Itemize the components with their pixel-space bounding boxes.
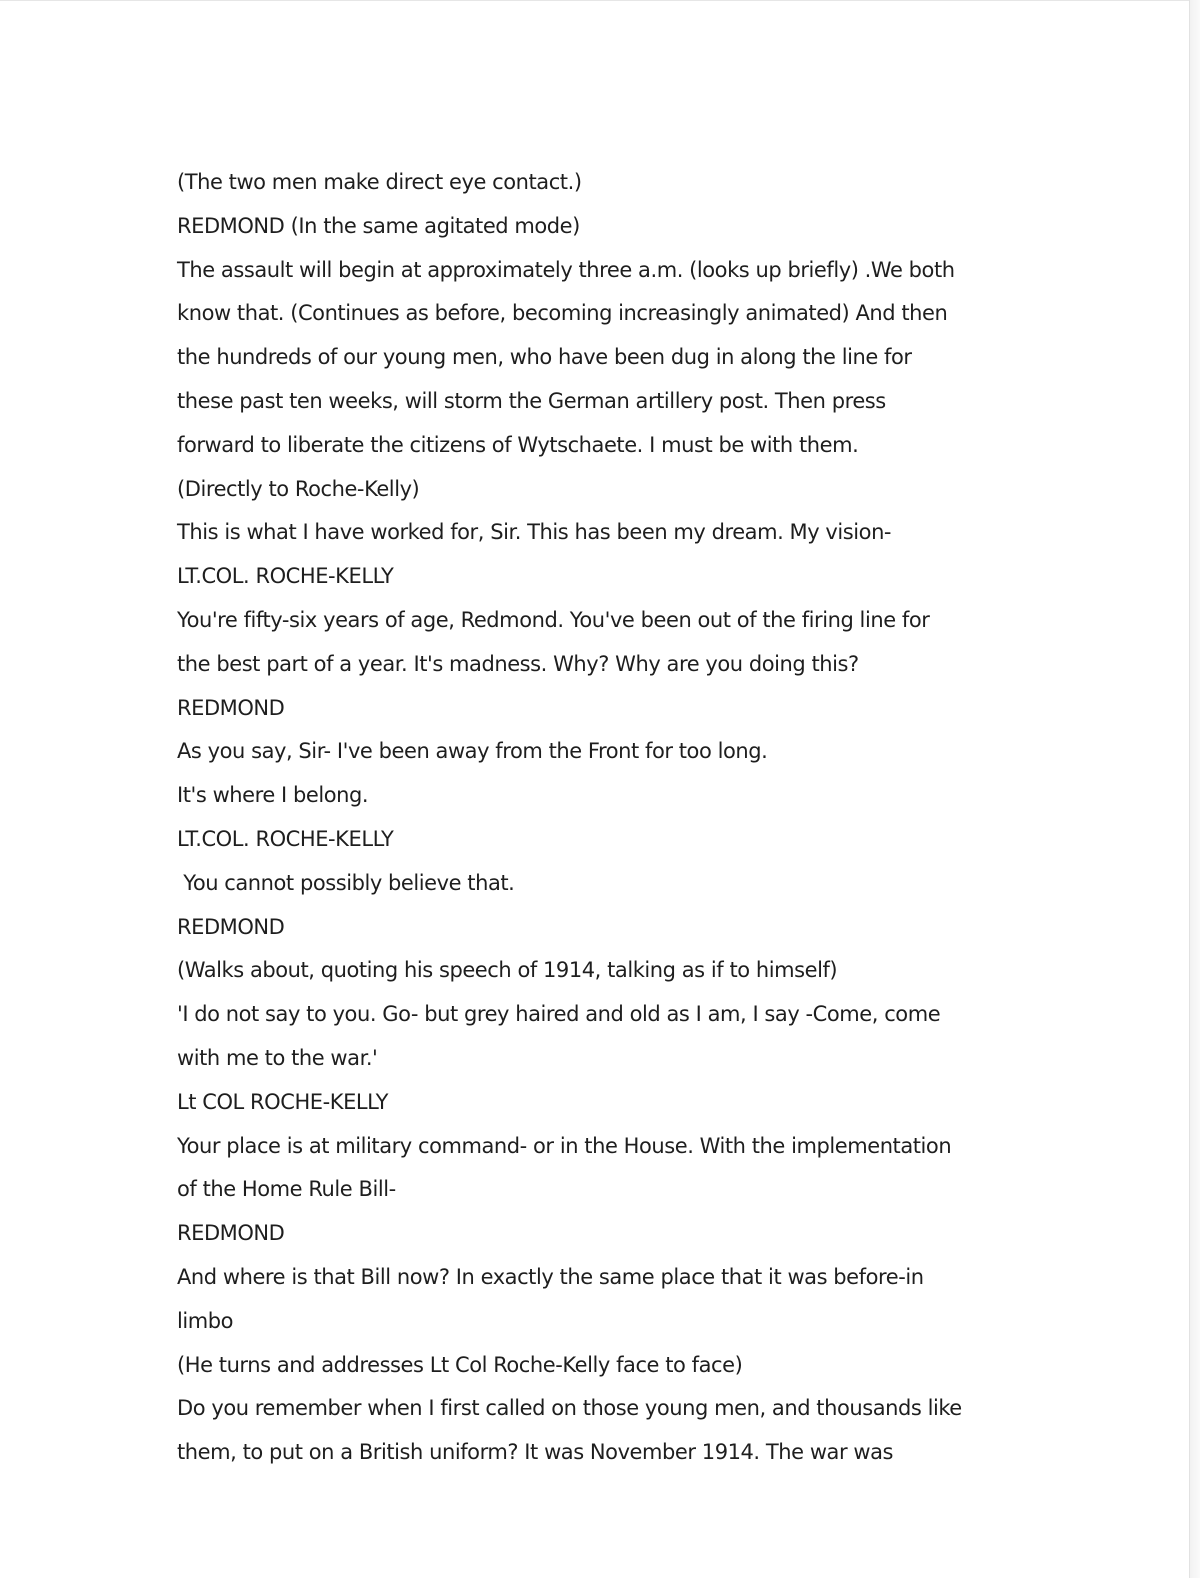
- dialogue-line: You're fifty-six years of age, Redmond. You've been out of the firing line for: [177, 607, 930, 632]
- page-edge: [1189, 0, 1200, 1578]
- stage-direction: (Directly to Roche-Kelly): [177, 476, 420, 501]
- character-cue: REDMOND (In the same agitated mode): [177, 213, 580, 238]
- stage-direction: (He turns and addresses Lt Col Roche-Kelly face to face): [177, 1352, 743, 1377]
- dialogue-line: of the Home Rule Bill-: [177, 1177, 396, 1202]
- character-cue: REDMOND: [177, 1221, 285, 1246]
- stage-direction: (The two men make direct eye contact.): [177, 170, 582, 194]
- dialogue-line: Your place is at military command- or in the House. With the implementation: [177, 1133, 952, 1158]
- character-cue: LT.COL. ROCHE-KELLY: [177, 564, 394, 589]
- dialogue-line: the hundreds of our young men, who have been dug in along the line for: [177, 345, 912, 370]
- dialogue-line: 'I do not say to you. Go- but grey haired and old as I am, I say -Come, come: [177, 1002, 941, 1027]
- dialogue-line: It's where I belong.: [177, 783, 369, 808]
- dialogue-line: The assault will begin at approximately three a.m. (looks up briefly) .We both: [177, 257, 955, 282]
- dialogue-line: Do you remember when I first called on those young men, and thousands like: [177, 1396, 962, 1421]
- character-cue: REDMOND: [177, 914, 285, 939]
- dialogue-line: As you say, Sir- I've been away from the Front for too long.: [177, 739, 768, 764]
- dialogue-line: these past ten weeks, will storm the German artillery post. Then press: [177, 388, 886, 413]
- dialogue-line: forward to liberate the citizens of Wytschaete. I must be with them.: [177, 432, 859, 457]
- dialogue-line: You cannot possibly believe that.: [177, 870, 515, 895]
- dialogue-line: know that. (Continues as before, becoming increasingly animated) And then: [177, 301, 948, 326]
- dialogue-line: This is what I have worked for, Sir. This has been my dream. My vision-: [177, 520, 892, 545]
- dialogue-line: them, to put on a British uniform? It was November 1914. The war was: [177, 1440, 894, 1465]
- dialogue-line: And where is that Bill now? In exactly the same place that it was before-in: [177, 1264, 924, 1289]
- script-text: [177, 161, 1037, 1475]
- dialogue-line: limbo: [177, 1308, 234, 1333]
- dialogue-line: with me to the war.': [177, 1045, 378, 1070]
- dialogue-line: the best part of a year. It's madness. Why? Why are you doing this?: [177, 651, 859, 676]
- character-cue: LT.COL. ROCHE-KELLY: [177, 826, 394, 851]
- character-cue: Lt COL ROCHE-KELLY: [177, 1089, 388, 1114]
- character-cue: REDMOND: [177, 695, 285, 720]
- stage-direction: (Walks about, quoting his speech of 1914, talking as if to himself): [177, 958, 838, 983]
